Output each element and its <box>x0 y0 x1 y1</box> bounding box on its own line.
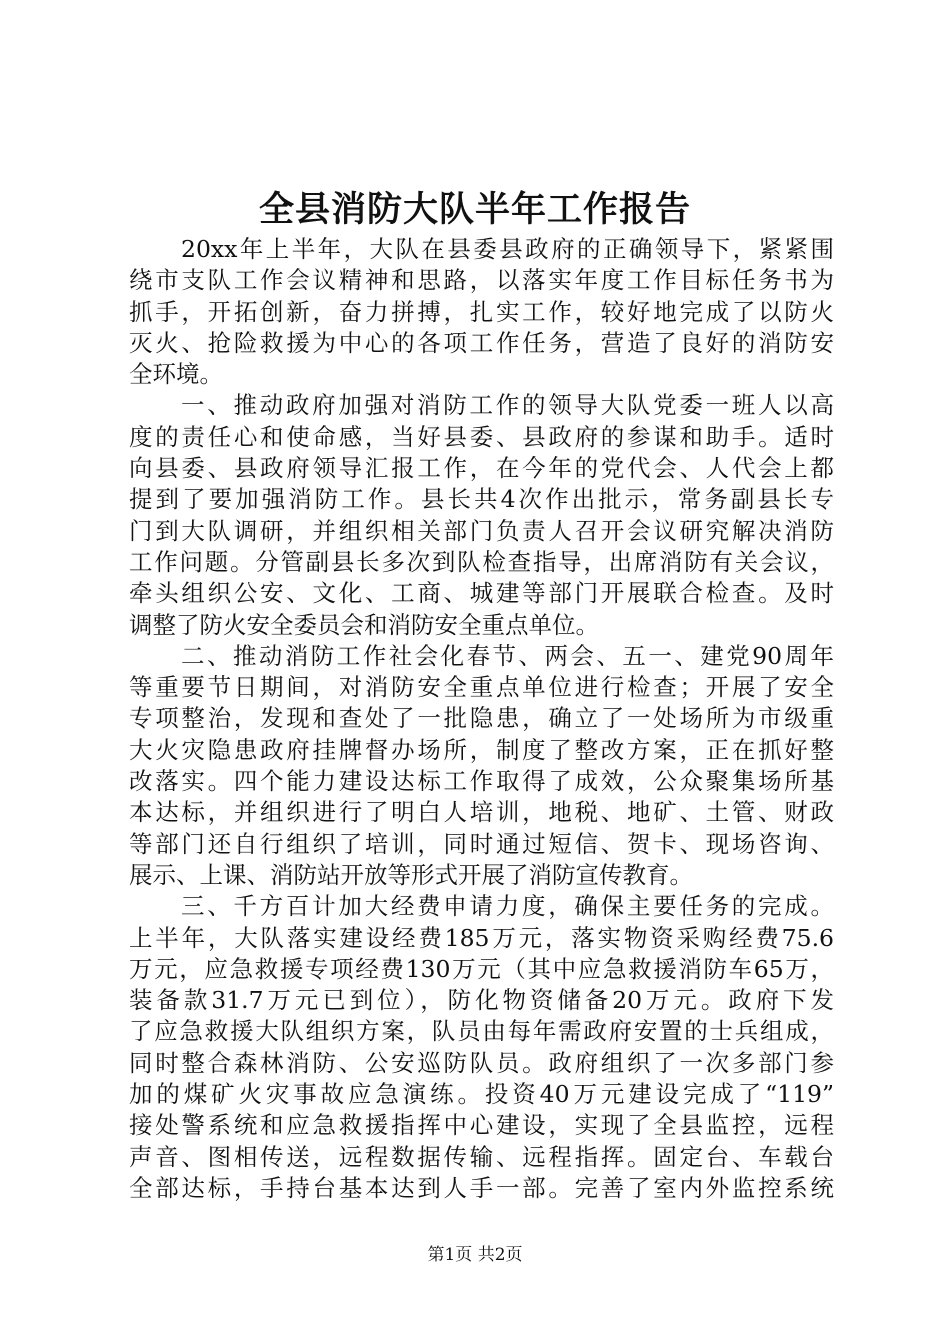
text-line: 万元，应急救援专项经费130万元（其中应急救援消防车65万， <box>129 954 834 983</box>
page-number-footer: 第1页 共2页 <box>427 1245 523 1265</box>
text-line: 大火灾隐患政府挂牌督办场所，制度了整改方案，正在抓好整 <box>129 735 834 764</box>
document-body <box>129 234 834 1204</box>
text-line: 调整了防火安全委员会和消防安全重点单位。 <box>129 610 599 639</box>
text-line: 全部达标，手持台基本达到人手一部。完善了室内外监控系统 <box>129 1173 834 1202</box>
text-line: 二、推动消防工作社会化春节、两会、五一、建党90周年 <box>181 641 834 670</box>
text-line: 本达标，并组织进行了明白人培训，地税、地矿、土管、财政 <box>129 798 834 827</box>
text-line: 同时整合森林消防、公安巡防队员。政府组织了一次多部门参 <box>129 1048 834 1077</box>
paragraph-intro <box>129 234 834 390</box>
text-line: 专项整治，发现和查处了一批隐患，确立了一处场所为市级重 <box>129 704 834 733</box>
text-line: 提到了要加强消防工作。县长共4次作出批示，常务副县长专 <box>129 485 834 514</box>
text-line: 向县委、县政府领导汇报工作，在今年的党代会、人代会上都 <box>129 454 834 483</box>
text-line: 加的煤矿火灾事故应急演练。投资40万元建设完成了“119” <box>129 1080 834 1109</box>
text-line: 接处警系统和应急救援指挥中心建设，实现了全县监控，远程 <box>129 1111 834 1140</box>
text-line: 度的责任心和使命感，当好县委、县政府的参谋和助手。适时 <box>129 422 834 451</box>
text-line: 门到大队调研，并组织相关部门负责人召开会议研究解决消防 <box>129 516 834 545</box>
text-line: 全环境。 <box>129 360 223 389</box>
text-line: 装备款31.7万元已到位），防化物资储备20万元。政府下发 <box>129 986 834 1015</box>
text-line: 灭火、抢险救援为中心的各项工作任务，营造了良好的消防安 <box>129 328 834 357</box>
text-line: 一、推动政府加强对消防工作的领导大队党委一班人以高 <box>181 391 834 420</box>
paragraph-section-1 <box>129 390 834 640</box>
text-line: 等部门还自行组织了培训，同时通过短信、贺卡、现场咨询、 <box>129 829 834 858</box>
text-line: 绕市支队工作会议精神和思路，以落实年度工作目标任务书为 <box>129 266 834 295</box>
text-line: 声音、图相传送，远程数据传输、远程指挥。固定台、车载台 <box>129 1142 834 1171</box>
text-line: 展示、上课、消防站开放等形式开展了消防宣传教育。 <box>129 860 693 889</box>
text-line: 了应急救援大队组织方案，队员由每年需政府安置的士兵组成， <box>129 1017 834 1046</box>
text-line: 牵头组织公安、文化、工商、城建等部门开展联合检查。及时 <box>129 579 834 608</box>
paragraph-section-3 <box>129 891 834 1204</box>
text-line: 改落实。四个能力建设达标工作取得了成效，公众聚集场所基 <box>129 767 834 796</box>
text-line: 等重要节日期间，对消防安全重点单位进行检查；开展了安全 <box>129 673 834 702</box>
text-line: 抓手，开拓创新，奋力拼搏，扎实工作，较好地完成了以防火 <box>129 297 834 326</box>
paragraph-section-2 <box>129 641 834 891</box>
text-line: 工作问题。分管副县长多次到队检查指导，出席消防有关会议， <box>129 547 834 576</box>
text-line: 20xx年上半年，大队在县委县政府的正确领导下，紧紧围 <box>181 235 834 263</box>
text-line: 上半年，大队落实建设经费185万元，落实物资采购经费75.6 <box>129 923 834 952</box>
text-line: 三、千方百计加大经费申请力度，确保主要任务的完成。 <box>181 892 834 921</box>
page-title: 全县消防大队半年工作报告 <box>258 189 691 230</box>
